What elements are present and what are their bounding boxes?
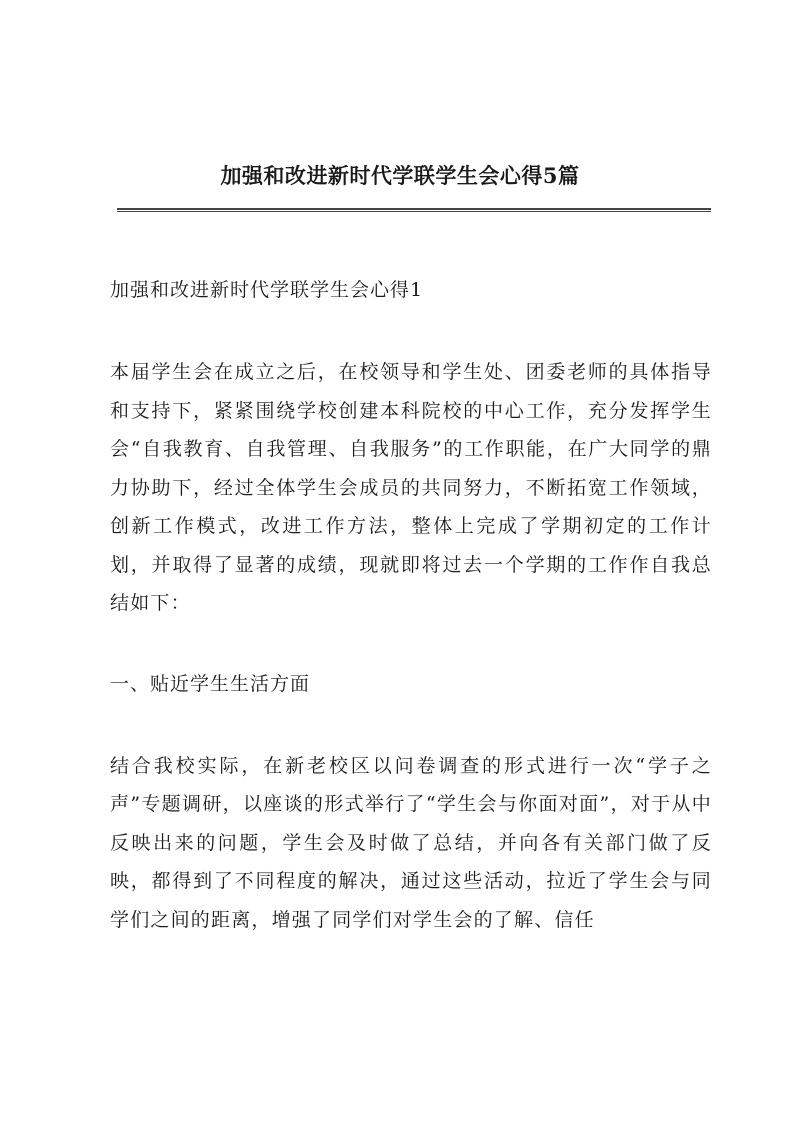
document-title: 加强和改进新时代学联学生会心得5篇 [220, 163, 580, 188]
paragraph-intro: 本届学生会在成立之后，在校领导和学生处、团委老师的具体指导和支持下，紧紧围绕学校创建本科院校的中心工作，充分发挥学生会“自我教育、自我管理、自我服务”的工作职能，在广大同学的鼎力协助下，经过全体学生会成员的共同努力，不断拓宽工作领域，创新工作模式，改进工作方法，整体上完成了学期初定的工作计划，并取得了显著的成绩，现就即将过去一个学期的工作作自我总结如下： [110, 361, 712, 614]
section-heading-1: 一、贴近学生生活方面 [110, 672, 311, 695]
article-heading: 加强和改进新时代学联学生会心得1 [110, 279, 424, 301]
title-divider [117, 208, 711, 212]
paragraph-student-life: 结合我校实际，在新老校区以问卷调查的形式进行一次“学子之声”专题调研，以座谈的形式举行了“学生会与你面对面”，对于从中反映出来的问题，学生会及时做了总结，并向各有关部门做了反映，都得到了不同程度的解决，通过这些活动，拉近了学生会与同学们之间的距离，增强了同学们对学生会的了解、信任 [110, 754, 712, 931]
document-body [110, 273, 712, 939]
